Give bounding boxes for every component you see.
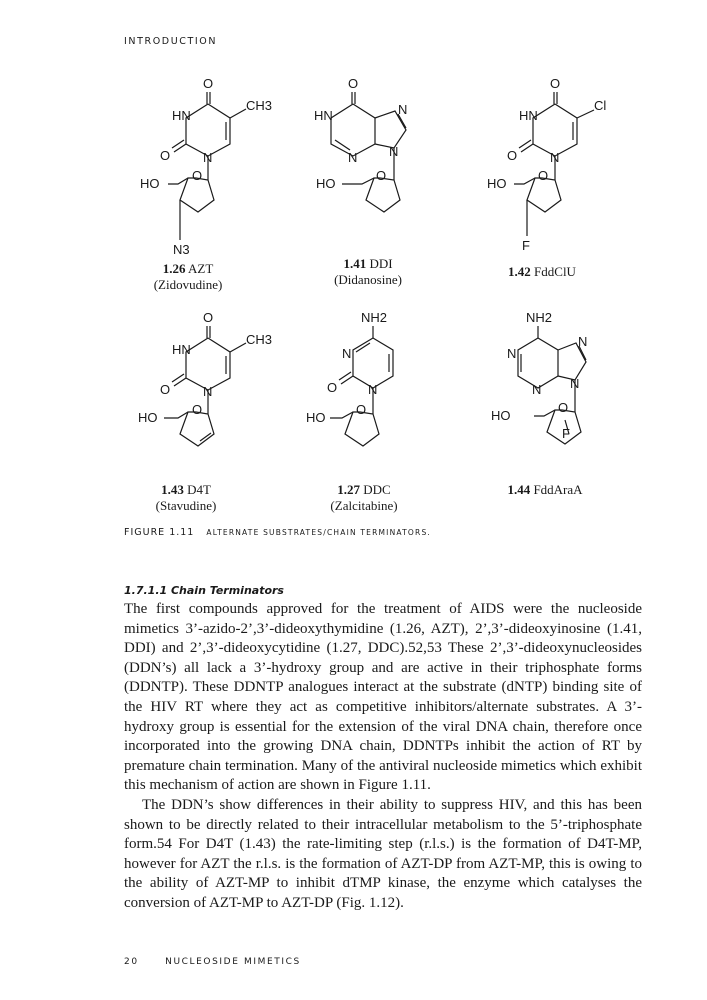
atom-label: O xyxy=(192,168,203,183)
atom-label: O xyxy=(203,76,214,91)
compound-caption-fddaraa: 1.44 FddAraA xyxy=(507,482,583,497)
atom-label: N xyxy=(368,382,378,397)
paragraph: The DDN’s show differences in their ability to suppress HIV, and this has been shown to be directly related to their intracellular metabolism to the 5’-triphosphate form.54 For D4T (1.43) the rate-limiting step (r.l.s.) is the formation of D4T-MP, however for AZT the r.l.s. is the formation of AZT-DP from AZT-MP, this is owing to the ability of AZT-MP to inhibit dTMP kinase, the enzyme which catalyses the conversion of AZT-MP to AZT-DP (Fig. 1.12). xyxy=(124,796,642,911)
atom-label: CH3 xyxy=(246,332,273,347)
atom-label: N xyxy=(342,346,352,361)
structure-fddaraa xyxy=(491,310,587,444)
structure-azt xyxy=(140,76,272,257)
compound-alt-name-ddc: (Zalcitabine) xyxy=(330,498,398,513)
atom-label: N xyxy=(389,144,399,159)
atom-label: O xyxy=(376,168,387,183)
compound-alt-name-d4t: (Stavudine) xyxy=(155,498,217,513)
atom-label: HO xyxy=(138,410,158,425)
compound-alt-name-azt: (Zidovudine) xyxy=(153,277,223,292)
compound-alt-name-ddi: (Didanosine) xyxy=(334,272,402,287)
page-number: 20 xyxy=(124,957,139,967)
atom-label: NH2 xyxy=(361,310,388,325)
atom-label: HN xyxy=(172,342,191,357)
atom-label: O xyxy=(507,148,518,163)
compound-caption-azt: 1.26 AZT xyxy=(162,261,214,276)
structure-ddc xyxy=(306,310,393,446)
atom-label: N xyxy=(578,334,588,349)
atom-label: O xyxy=(356,402,367,417)
atom-label: N xyxy=(203,150,213,165)
atom-label: O xyxy=(160,382,171,397)
atom-label: CH3 xyxy=(246,98,273,113)
atom-label: HN xyxy=(519,108,538,123)
atom-label: O xyxy=(203,310,214,325)
section-title: 1.7.1.1 Chain Terminators xyxy=(124,584,284,597)
atom-label: HO xyxy=(487,176,507,191)
structure-ddi xyxy=(314,76,407,212)
atom-label: HO xyxy=(306,410,326,425)
body-text xyxy=(124,600,642,914)
atom-label: HO xyxy=(491,408,511,423)
figure-caption-text: ALTERNATE SUBSTRATES/CHAIN TERMINATORS. xyxy=(206,528,431,537)
atom-label: N xyxy=(203,384,213,399)
atom-label: HN xyxy=(172,108,191,123)
atom-label: N xyxy=(532,382,542,397)
figure-caption-label: FIGURE 1.11 xyxy=(124,527,195,538)
atom-label: F xyxy=(562,426,570,441)
paragraph: The first compounds approved for the treatment of AIDS were the nucleoside mimetics 3’-azido-2’,3’-dideoxythymidine (1.26, AZT), 2’,3’-dideoxyinosine (1.41, DDI) and 2’,3’-dideoxycytidine (1.27, DDC).52,53 These 2’,3’-dideoxynucleosides (DDN’s) all lack a 3’-hydroxy group and are active in their triphosphate forms (DDNTP). These DDNTP analogues interact at the substrate (dNTP) binding site of the HIV RT where they act as competitive inhibitors/alternate substrates. A 3’-hydroxy group is essential for the extension of the viral DNA chain, therefore once incorporated into the growing DNA chain, DDNTPs inhibit the action of RT by premature chain termination. Many of the antiviral nucleoside mimetics which exhibit this mechanism of action are shown in Figure 1.11. xyxy=(124,601,642,794)
figure-1-11 xyxy=(110,68,650,538)
atom-label: HO xyxy=(316,176,336,191)
atom-label: N xyxy=(570,376,580,391)
atom-label: O xyxy=(558,400,569,415)
atom-label: O xyxy=(550,76,561,91)
atom-label: O xyxy=(538,168,549,183)
compound-caption-ddi: 1.41 DDI xyxy=(343,256,393,271)
atom-label: Cl xyxy=(594,98,607,113)
atom-label: O xyxy=(160,148,171,163)
atom-label: N xyxy=(348,150,358,165)
chemical-structures xyxy=(110,68,650,538)
atom-label: O xyxy=(192,402,203,417)
atom-label: O xyxy=(348,76,359,91)
atom-label: HN xyxy=(314,108,333,123)
figure-caption xyxy=(124,527,431,538)
atom-label: N xyxy=(507,346,517,361)
atom-label: HO xyxy=(140,176,160,191)
atom-label: O xyxy=(327,380,338,395)
running-foot xyxy=(124,957,301,967)
compound-caption-fddclu: 1.42 FddClU xyxy=(508,264,576,279)
structure-fddclu xyxy=(487,76,606,253)
atom-label: N xyxy=(398,102,408,117)
running-head: INTRODUCTION xyxy=(124,36,218,47)
atom-label: N3 xyxy=(173,242,190,257)
atom-label: F xyxy=(522,238,530,253)
atom-label: NH2 xyxy=(526,310,553,325)
compound-caption-ddc: 1.27 DDC xyxy=(337,482,391,497)
atom-label: N xyxy=(550,150,560,165)
structure-d4t xyxy=(138,310,272,446)
running-foot-text: NUCLEOSIDE MIMETICS xyxy=(165,957,301,967)
compound-caption-d4t: 1.43 D4T xyxy=(161,482,211,497)
